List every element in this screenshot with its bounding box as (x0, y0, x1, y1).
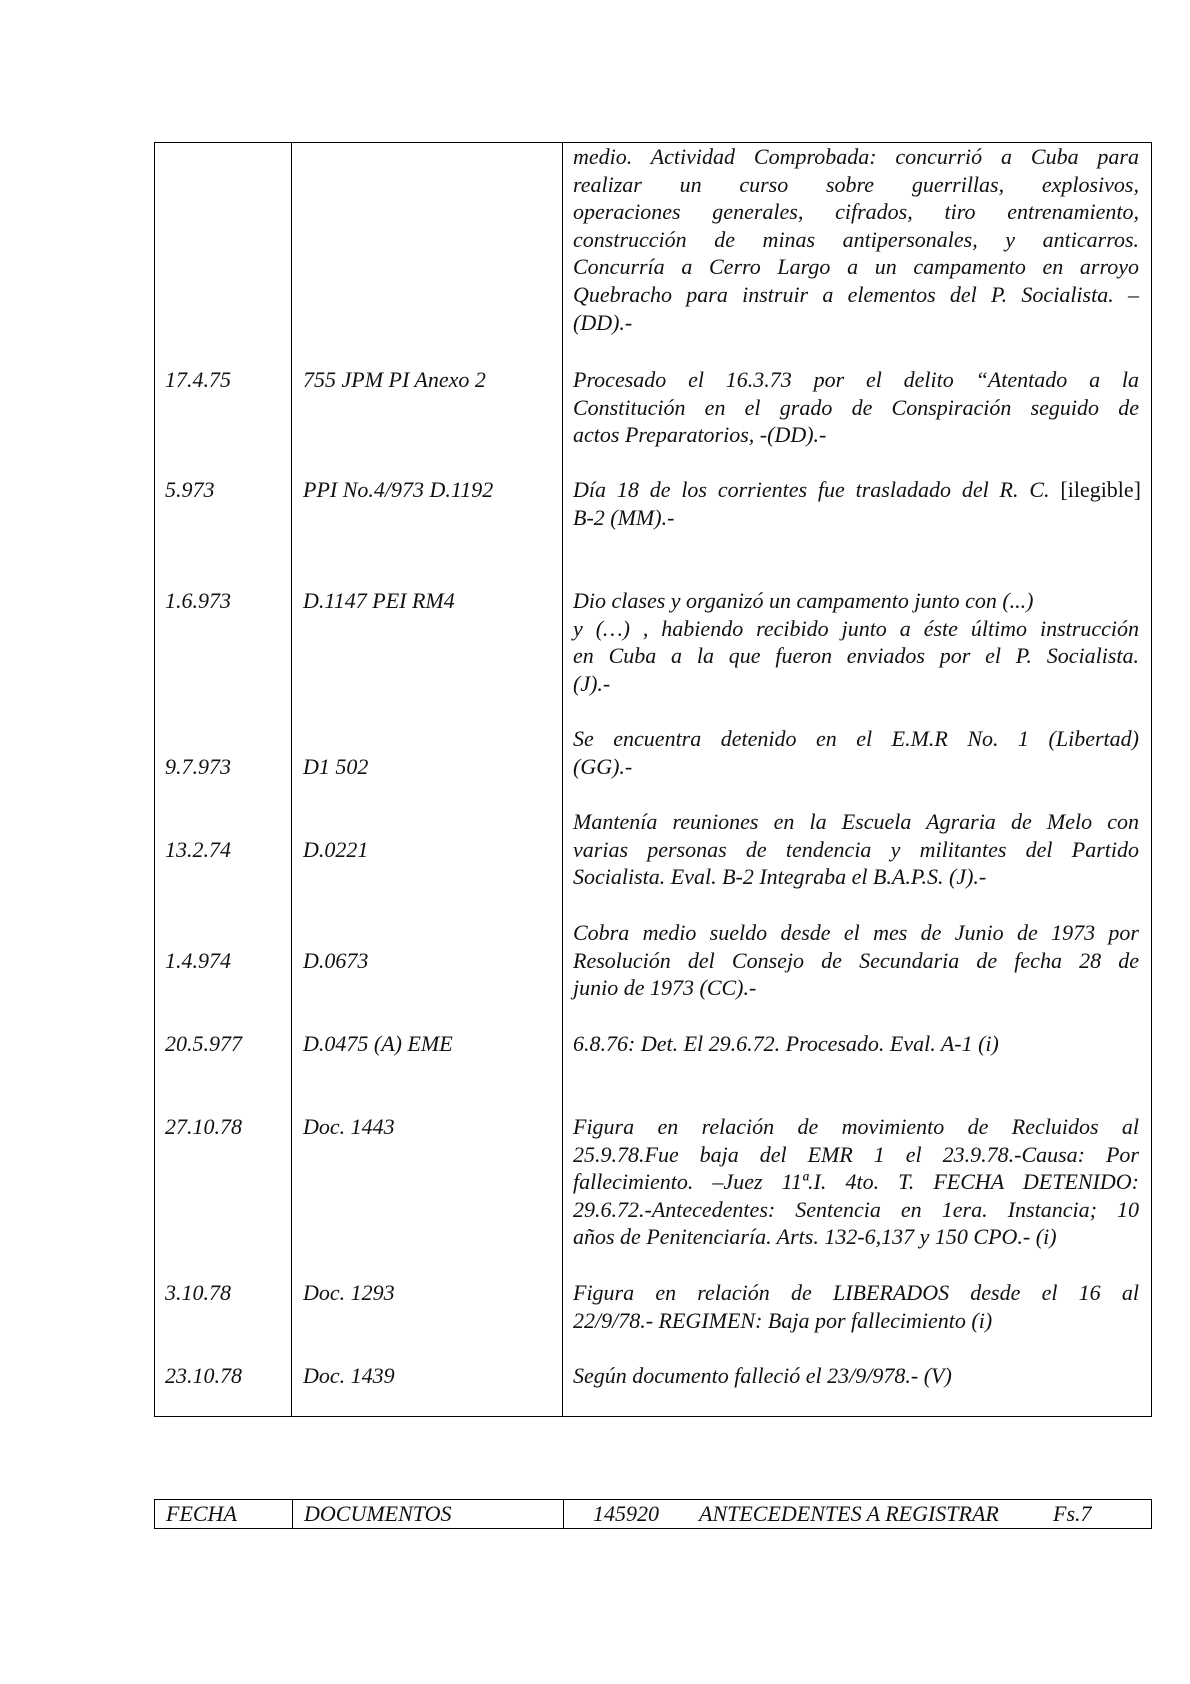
row-antecedente: 6.8.76: Det. El 29.6.72. Procesado. Eval. A-1 (i) (573, 1031, 999, 1056)
row-documento: Doc. 1443 (303, 1114, 395, 1139)
row-fecha: 5.973 (165, 477, 215, 502)
row-fecha: 20.5.977 (165, 1031, 242, 1056)
table-divider-1 (291, 142, 292, 1417)
row-fecha: 1.6.973 (165, 588, 231, 613)
table-border-right (1151, 142, 1152, 1417)
row-documento: PPI No.4/973 D.1192 (303, 477, 494, 502)
row-documento: Doc. 1293 (303, 1280, 395, 1305)
footer-divider-1 (292, 1500, 293, 1528)
row-antecedente: Figura en relación de LIBERADOS desde el 16 al 22/9/78.- REGIMEN: Baja por fallecimiento (i) (573, 1280, 1139, 1333)
row-fecha: 13.2.74 (165, 837, 231, 862)
row-fecha: 3.10.78 (165, 1280, 231, 1305)
row-antecedente: Cobra medio sueldo desde el mes de Junio de 1973 por Resolución del Consejo de Secundaria de fecha 28 de junio de 1973 (CC).- (573, 920, 1139, 1001)
row-documento: D1 502 (303, 754, 369, 779)
row-antecedente: Procesado el 16.3.73 por el delito “Atentado a la Constitución en el grado de Conspiración seguido de actos Preparatorios, -(DD).- (573, 367, 1139, 448)
continuation-text: medio. Actividad Comprobada: concurrió a Cuba para realizar un curso sobre guerrillas, explosivos, operaciones generales, cifrados, tiro entrenamiento, construcción de minas antipersonales, y anticarros. Concurría a Cerro Largo a un campamento en arroyo Quebracho para instruir a elementos del P. Socialista. – (DD).- (573, 144, 1139, 335)
row-documento: D.1147 PEI RM4 (303, 588, 455, 613)
footer-divider-2 (563, 1500, 564, 1528)
row-documento: D.0673 (303, 948, 369, 973)
table-border-bottom (154, 1416, 1152, 1417)
row-fecha: 17.4.75 (165, 367, 231, 392)
row-documento: 755 JPM PI Anexo 2 (303, 367, 486, 392)
row-antecedente: Figura en relación de movimiento de Recluidos al 25.9.78.Fue baja del EMR 1 el 23.9.78.-Causa: Por fallecimiento. –Juez 11ª.I. 4to. T. FECHA DETENIDO: 29.6.72.-Antecedentes: Sentencia en 1era. Instancia; 10 años de Penitenciaría. Arts. 132-6,137 y 150 CPO.- (i) (573, 1114, 1139, 1250)
footer-header-table (154, 1499, 1152, 1529)
row-documento: D.0221 (303, 837, 369, 862)
row-fecha: 1.4.974 (165, 948, 231, 973)
row-antecedente: Día 18 de los corrientes fue trasladado del R. C. [ilegible] B-2 (MM).- (573, 477, 1142, 530)
row-antecedente: Dio clases y organizó un campamento junto con (...) y (…) , habiendo recibido junto a éste último instrucción en Cuba a la que fueron enviados por el P. Socialista. (J).- (573, 588, 1139, 696)
footer-folio: Fs.7 (1053, 1501, 1092, 1526)
row-documento: Doc. 1439 (303, 1363, 395, 1388)
table-divider-2 (562, 142, 563, 1417)
footer-numero: 145920 (593, 1501, 659, 1526)
row-antecedente: Mantenía reuniones en la Escuela Agraria de Melo con varias personas de tendencia y militantes del Partido Socialista. Eval. B-2 Integraba el B.A.P.S. (J).- (573, 809, 1139, 890)
table-border-left (154, 142, 155, 1417)
footer-fecha: FECHA (166, 1501, 237, 1526)
footer-documentos: DOCUMENTOS (304, 1501, 452, 1526)
row-antecedente: Según documento falleció el 23/9/978.- (V) (573, 1363, 952, 1388)
row-fecha: 27.10.78 (165, 1114, 242, 1139)
row-fecha: 9.7.973 (165, 754, 231, 779)
row-documento: D.0475 (A) EME (303, 1031, 453, 1056)
footer-antecedentes: ANTECEDENTES A REGISTRAR (699, 1501, 999, 1526)
row-fecha: 23.10.78 (165, 1363, 242, 1388)
row-antecedente: Se encuentra detenido en el E.M.R No. 1 (Libertad) (GG).- (573, 726, 1139, 779)
